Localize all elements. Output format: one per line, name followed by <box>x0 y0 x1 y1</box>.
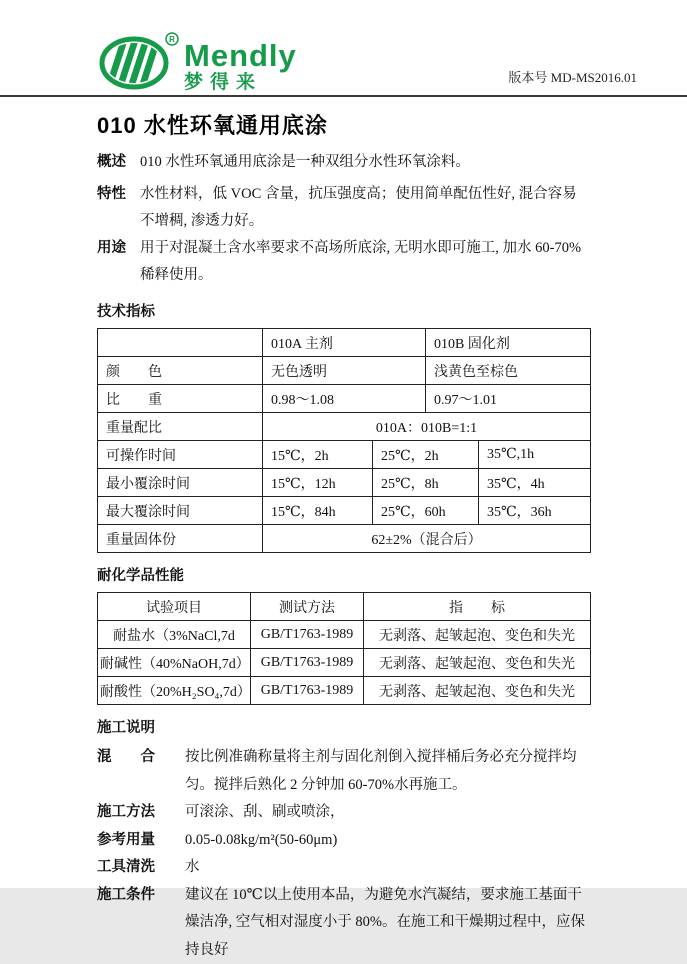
pot-life-35c: 35℃,1h <box>479 441 591 469</box>
table-row <box>98 621 591 649</box>
brand-name-chinese: 梦得来 <box>184 73 297 92</box>
max-recoat-35c: 35℃，36h <box>479 497 591 525</box>
row-label: 最大覆涂时间 <box>98 497 263 525</box>
table-row <box>98 497 591 525</box>
tool-cleaning-text: 水 <box>185 854 590 882</box>
pot-life-15c: 15℃，2h <box>263 441 373 469</box>
tool-cleaning-label: 工具清洗 <box>97 854 185 882</box>
color-b: 浅黄色至棕色 <box>426 357 591 385</box>
overview-text: 010 水性环氧通用底涂是一种双组分水性环氧涂料。 <box>140 149 590 176</box>
features-label: 特性 <box>97 181 140 235</box>
test-item: 耐碱性（40%NaOH,7d） <box>98 649 251 677</box>
row-label: 颜 色 <box>98 357 263 385</box>
table-header-row <box>98 593 591 621</box>
mixing-text: 按比例准确称量将主剂与固化剂倒入搅拌桶后务必充分搅拌均匀。搅拌后熟化 2 分钟加 60-70%水再施工。 <box>185 744 590 799</box>
registered-trademark-icon: R <box>169 35 175 44</box>
overview-label: 概述 <box>97 149 140 176</box>
table-row <box>98 357 591 385</box>
row-label: 重量配比 <box>98 413 263 441</box>
min-recoat-35c: 35℃，4h <box>479 469 591 497</box>
pot-life-25c: 25℃，2h <box>373 441 479 469</box>
mixing-label: 混 合 <box>97 744 185 799</box>
chem-resistance-table <box>97 592 591 705</box>
method-text: 可滚涂、刮、刷或喷涂， <box>185 799 590 827</box>
row-label: 比 重 <box>98 385 263 413</box>
test-method: GB/T1763-1989 <box>251 677 364 705</box>
usage-text: 用于对混凝土含水率要求不高场所底涂, 无明水即可施工, 加水 60-70%稀释使用。 <box>140 235 590 289</box>
version-number: 版本号 MD-MS2016.01 <box>508 67 637 86</box>
test-result: 无剥落、起皱起泡、变色和失光 <box>364 649 591 677</box>
test-item: 耐酸性（20%H₂SO₄,7d） <box>98 677 251 705</box>
dosage-item <box>97 827 590 855</box>
max-recoat-25c: 25℃，60h <box>373 497 479 525</box>
gravity-a: 0.98～1.08 <box>263 385 426 413</box>
col-header-b: 010B 固化剂 <box>426 329 591 357</box>
tech-specs-table <box>97 328 591 553</box>
row-label: 重量固体份 <box>98 525 263 553</box>
test-result: 无剥落、起皱起泡、变色和失光 <box>364 677 591 705</box>
col-header-a: 010A 主剂 <box>263 329 426 357</box>
table-row <box>98 329 591 357</box>
company-logo <box>98 30 297 92</box>
mendly-oval-m-icon <box>98 30 182 92</box>
dosage-text: 0.05-0.08kg/m²(50-60μm) <box>185 827 590 855</box>
min-recoat-15c: 15℃，12h <box>263 469 373 497</box>
conditions-label: 施工条件 <box>97 882 185 964</box>
document-body <box>0 109 687 964</box>
test-method: GB/T1763-1989 <box>251 621 364 649</box>
overview-section <box>97 149 590 176</box>
page-title: 010 水性环氧通用底涂 <box>97 109 590 140</box>
brand-name: Mendly <box>184 40 297 71</box>
chem-resistance-heading: 耐化学品性能 <box>97 566 590 586</box>
usage-label: 用途 <box>97 235 140 289</box>
features-section <box>97 181 590 235</box>
table-row <box>98 677 591 705</box>
gravity-b: 0.97～1.01 <box>426 385 591 413</box>
application-heading: 施工说明 <box>97 718 590 738</box>
col-header-item: 试验项目 <box>98 593 251 621</box>
table-row <box>98 469 591 497</box>
test-result: 无剥落、起皱起泡、变色和失光 <box>364 621 591 649</box>
min-recoat-25c: 25℃，8h <box>373 469 479 497</box>
tech-specs-heading: 技术指标 <box>97 302 590 322</box>
test-item: 耐盐水（3%NaCl,7d <box>98 621 251 649</box>
col-header-method: 测试方法 <box>251 593 364 621</box>
max-recoat-15c: 15℃，84h <box>263 497 373 525</box>
page-header <box>0 0 687 97</box>
solids-value: 62±2%（混合后） <box>263 525 591 553</box>
mixing-item <box>97 744 590 799</box>
empty-cell <box>98 329 263 357</box>
table-row <box>98 649 591 677</box>
color-a: 无色透明 <box>263 357 426 385</box>
dosage-label: 参考用量 <box>97 827 185 855</box>
col-header-result: 指 标 <box>364 593 591 621</box>
conditions-item <box>97 882 590 964</box>
conditions-text: 建议在 10℃以上使用本品，为避免水汽凝结，要求施工基面干燥洁净, 空气相对湿度小于 80%。在施工和干燥期过程中，应保持良好 <box>185 882 590 964</box>
row-label: 最小覆涂时间 <box>98 469 263 497</box>
method-label: 施工方法 <box>97 799 185 827</box>
usage-section <box>97 235 590 289</box>
features-text: 水性材料，低 VOC 含量，抗压强度高；使用简单配伍性好, 混合容易不增稠, 渗透力好。 <box>140 181 590 235</box>
test-method: GB/T1763-1989 <box>251 649 364 677</box>
table-row <box>98 385 591 413</box>
table-row <box>98 525 591 553</box>
mix-ratio-value: 010A：010B=1:1 <box>263 413 591 441</box>
row-label: 可操作时间 <box>98 441 263 469</box>
table-row <box>98 441 591 469</box>
tool-cleaning-item <box>97 854 590 882</box>
method-item <box>97 799 590 827</box>
table-row <box>98 413 591 441</box>
